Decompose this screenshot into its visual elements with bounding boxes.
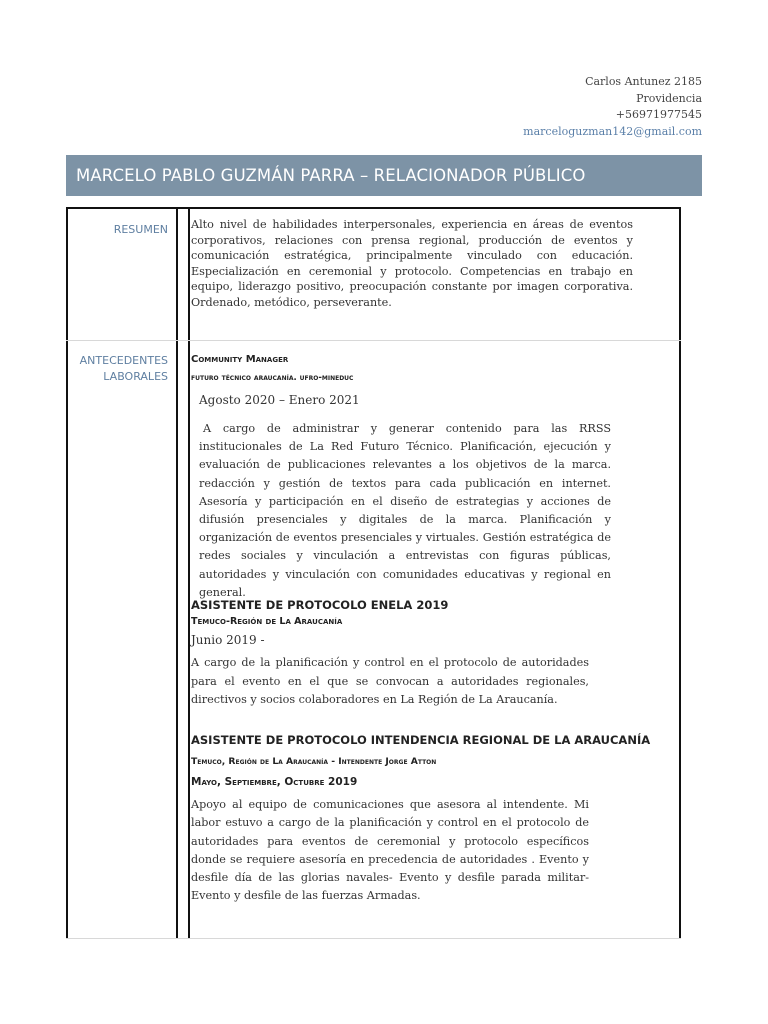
table-right-border — [679, 207, 681, 939]
job-3-org: Temuco, Región de La Araucanía - Intendente Jorge Atton — [191, 756, 437, 767]
work-label-line1: ANTECEDENTES — [79, 354, 168, 367]
job-1-date: Agosto 2020 – Enero 2021 — [199, 393, 360, 407]
work-label-line2: LABORALES — [103, 370, 168, 383]
job-1-description: A cargo de administrar y generar contenido para las RRSS institucionales de La Red Futuro Técnico. Planificación, ejecución y evaluación de publicaciones relevantes a los objetivos de la marca. redacción y gestión de textos para cada publicación en internet. Asesoría y participación en el diseño de estrategias y acciones de difusión presenciales y digitales de la marca. Planificación y organización de eventos presenciales y virtuales. Gestión estratégica de redes sociales y vinculación a entrevistas con figuras públicas, autoridades y vinculación con comunidades educativas y regional en general. — [199, 422, 611, 599]
job-2-date: Junio 2019 - — [191, 633, 265, 647]
contact-email[interactable]: marceloguzman142@gmail.com — [523, 124, 702, 138]
job-1-org: futuro técnico araucanía. ufro-mineduc — [191, 373, 354, 383]
work-label — [70, 353, 168, 385]
job-2-title: ASISTENTE DE PROTOCOLO ENELA 2019 — [191, 598, 449, 612]
contact-block — [523, 74, 702, 140]
page-title: MARCELO PABLO GUZMÁN PARRA – RELACIONADOR PÚBLICO — [66, 155, 702, 196]
job-2-org: Temuco-Región de La Araucanía — [191, 616, 343, 627]
table-bottom-border — [66, 938, 681, 939]
contact-city: Providencia — [636, 91, 702, 105]
job-3-title: ASISTENTE DE PROTOCOLO INTENDENCIA REGIONAL DE LA ARAUCANÍA — [191, 733, 651, 747]
table-column-divider-a — [176, 207, 178, 939]
job-2-description: A cargo de la planificación y control en el protocolo de autoridades para el evento en el que se convocan a autoridades regionales, directivos y socios colaboradores en La Región de La Araucanía. — [191, 656, 589, 706]
table-column-divider-b — [188, 207, 190, 939]
table-left-border — [66, 207, 68, 939]
contact-address: Carlos Antunez 2185 — [585, 75, 702, 88]
row-separator — [66, 340, 681, 341]
job-3-date: Mayo, Septiembre, Octubre 2019 — [191, 776, 358, 788]
summary-label: RESUMEN — [113, 223, 168, 236]
job-1-title: Community Manager — [191, 354, 289, 365]
summary-text: Alto nivel de habilidades interpersonales, experiencia en áreas de eventos corporativos, relaciones con prensa regional, producción de eventos y comunicación estratégica, principalmente vinculado con educación. Especialización en ceremonial y protocolo. Competencias en trabajo en equipo, liderazgo positivo, preocupación constante por imagen corporativa. Ordenado, metódico, perseverante. — [191, 218, 633, 309]
table-top-border — [66, 207, 681, 209]
job-3-description: Apoyo al equipo de comunicaciones que asesora al intendente. Mi labor estuvo a cargo de la planificación y control en el protocolo de autoridades para eventos de ceremonial y protocolo específicos donde se requiere asesoría en precedencia de autoridades . Evento y desfile día de las glorias navales- Evento y desfile parada militar- Evento y desfile de las fuerzas Armadas. — [191, 798, 589, 903]
contact-phone: +56971977545 — [615, 108, 702, 121]
